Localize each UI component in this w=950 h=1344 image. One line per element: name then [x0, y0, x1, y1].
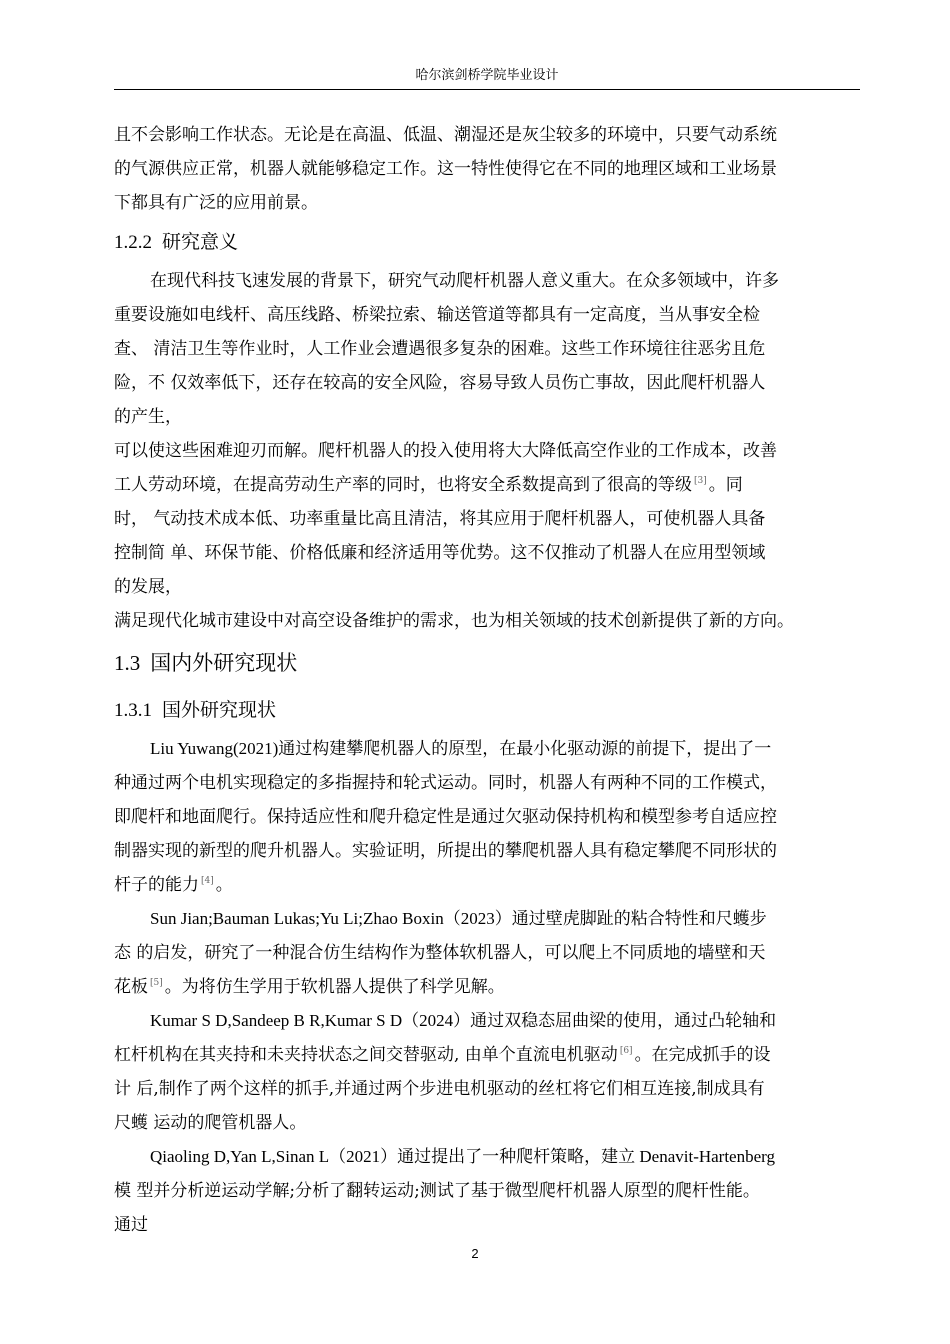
text-line: Liu Yuwang(2021)通过构建攀爬机器人的原型，在最小化驱动源的前提下，提出了一: [150, 739, 772, 758]
citation-ref: [4]: [201, 876, 214, 887]
paragraph-sun-jian: [114, 902, 874, 1004]
text-line: [114, 1038, 874, 1072]
text-line: 种通过两个电机实现稳定的多指握持和轮式运动。同时，机器人有两种不同的工作模式，: [114, 773, 777, 793]
section-number: 1.3: [114, 651, 141, 675]
text-run: 。: [215, 875, 233, 895]
text-line: 的产生，: [114, 407, 182, 427]
text-line: Kumar S D,Sandeep B R,Kumar S D（2024）通过双稳态屈曲梁的使用，通过凸轮轴和: [150, 1011, 777, 1030]
text-line: 的气源供应正常，机器人就能够稳定工作。这一特性使得它在不同的地理区域和工业场景: [114, 159, 777, 179]
text-run: 。在完成抓手的设: [634, 1045, 771, 1065]
text-run: 杠杆机构在其夹持和未夹持状态之间交替驱动, 由单个直流电机驱动: [114, 1045, 618, 1065]
text-line: 下都具有广泛的应用前景。: [114, 193, 318, 213]
text-line: 险，不 仅效率低下，还存在较高的安全风险，容易导致人员伤亡事故，因此爬杆机器人: [114, 373, 766, 393]
text-line: [114, 868, 874, 902]
section-number: 1.3.1: [114, 700, 152, 721]
page-number: 2: [471, 1246, 479, 1261]
paragraph-liu-yuwang: [114, 732, 874, 902]
text-run: 杆子的能力: [114, 875, 199, 895]
text-line: 查、 清洁卫生等作业时，人工作业会遭遇很多复杂的困难。这些工作环境往往恶劣且危: [114, 339, 766, 359]
text-line: 制器实现的新型的爬升机器人。实验证明，所提出的攀爬机器人具有稳定攀爬不同形状的: [114, 841, 777, 861]
section-number: 1.2.2: [114, 232, 152, 253]
text-line: 且不会影响工作状态。无论是在高温、低温、潮湿还是灰尘较多的环境中，只要气动系统: [114, 125, 777, 145]
document-body: [114, 118, 874, 1242]
text-line: 模 型并分析逆运动学解;分析了翻转运动;测试了基于微型爬杆机器人原型的爬杆性能。: [114, 1181, 760, 1201]
text-line: 时， 气动技术成本低、功率重量比高且清洁，将其应用于爬杆机器人，可使机器人具备: [114, 509, 766, 529]
text-line: [114, 468, 874, 502]
text-run: 工人劳动环境，在提高劳动生产率的同时，也将安全系数提高到了很高的等级: [114, 475, 692, 495]
paragraph-research-significance: [114, 264, 874, 638]
section-title: 国外研究现状: [162, 699, 277, 721]
text-line: 尺蠖 运动的爬管机器人。: [114, 1113, 307, 1133]
text-line: 在现代科技飞速发展的背景下，研究气动爬杆机器人意义重大。在众多领域中，许多: [150, 271, 779, 291]
text-line: 态 的启发，研究了一种混合仿生结构作为整体软机器人，可以爬上不同质地的墙壁和天: [114, 943, 766, 963]
text-run: 花板: [114, 977, 148, 997]
page-header: 哈尔滨剑桥学院毕业设计: [415, 68, 559, 83]
text-line: Qiaoling D,Yan L,Sinan L（2021）通过提出了一种爬杆策略，建立 Denavit-Hartenberg: [150, 1147, 776, 1166]
section-heading-1-3: [114, 638, 874, 688]
text-line: 的发展，: [114, 577, 182, 597]
text-run: 。同: [708, 475, 743, 495]
section-title: 国内外研究现状: [150, 651, 298, 675]
citation-ref: [5]: [150, 978, 163, 989]
paragraph-qiaoling: [114, 1140, 874, 1242]
text-line: 计 后,制作了两个这样的抓手,并通过两个步进电机驱动的丝杠将它们相互连接,制成具有: [114, 1079, 765, 1099]
text-line: 控制简 单、环保节能、价格低廉和经济适用等优势。这不仅推动了机器人在应用型领域: [114, 543, 766, 563]
paragraph-continuation: [114, 118, 874, 220]
citation-ref: [3]: [694, 476, 707, 487]
paragraph-kumar: [114, 1004, 874, 1140]
text-run: 。为将仿生学用于软机器人提供了科学见解。: [164, 977, 505, 997]
text-line: 即爬杆和地面爬行。保持适应性和爬升稳定性是通过欠驱动保持机构和模型参考自适应控: [114, 807, 777, 827]
citation-ref: [6]: [619, 1046, 633, 1057]
text-line: 满足现代化城市建设中对高空设备维护的需求，也为相关领域的技术创新提供了新的方向。: [114, 611, 794, 631]
text-line: 通过: [114, 1215, 148, 1235]
text-line: 重要设施如电线杆、高压线路、桥梁拉索、输送管道等都具有一定高度，当从事安全检: [114, 305, 760, 325]
section-heading-1-3-1: [114, 688, 874, 732]
text-line: Sun Jian;Bauman Lukas;Yu Li;Zhao Boxin（2023）通过壁虎脚趾的粘合特性和尺蠖步: [150, 909, 767, 928]
section-title: 研究意义: [162, 231, 239, 253]
text-line: 可以使这些困难迎刃而解。爬杆机器人的投入使用将大大降低高空作业的工作成本，改善: [114, 441, 777, 461]
text-line: [114, 970, 874, 1004]
section-heading-1-2-2: [114, 220, 874, 264]
header-rule: [114, 89, 860, 90]
